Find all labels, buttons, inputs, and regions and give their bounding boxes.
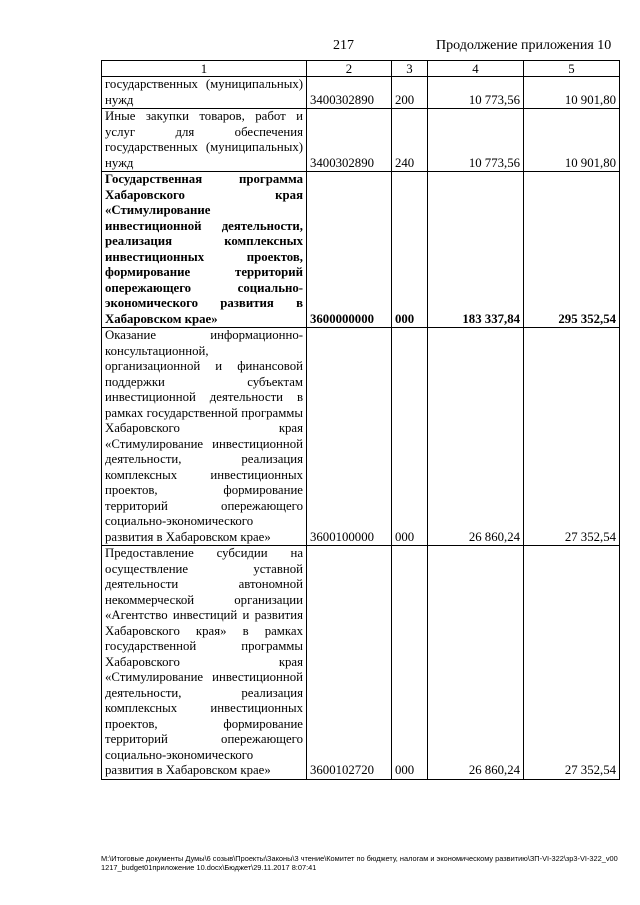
column-header: 5 [524, 61, 620, 77]
row-target-code: 3600100000 [307, 328, 392, 546]
column-header: 3 [392, 61, 428, 77]
row-amount-1: 26 860,24 [428, 328, 524, 546]
row-amount-2: 10 901,80 [524, 109, 620, 172]
page-number: 217 [333, 38, 354, 53]
footer-file-path: M:\Итоговые документы Думы\6 созыв\Проекты\Законы\3 чтение\Комитет по бюджету, налогам и экономическому развитию\ЗП-VI-322\зр3-VI-322_v001217_budget01приложение 10.docx\Бюджет\29.11.2017 8:07:41 [101, 854, 618, 872]
table-row-program [102, 172, 620, 328]
row-amount-1: 10 773,56 [428, 77, 524, 109]
table-row [102, 328, 620, 546]
row-description: Государственная программа Хабаровского края «Стимулирование инвестиционной деятельности, реализация комплексных инвестиционных проектов, формирование территорий опережающего социально-экономического развития в Хабаровском крае» [102, 172, 307, 328]
row-target-code: 3400302890 [307, 77, 392, 109]
row-amount-2: 10 901,80 [524, 77, 620, 109]
continuation-label: Продолжение приложения 10 [436, 38, 612, 53]
row-expense-type: 200 [392, 77, 428, 109]
row-expense-type: 000 [392, 546, 428, 780]
row-amount-1: 10 773,56 [428, 109, 524, 172]
row-description: Оказание информационно-консультационной, организационной и финансовой поддержки субъектам инвестиционной деятельности в рамках государственной программы Хабаровского края «Стимулирование инвестиционной деятельности, реализация комплексных инвестиционных проектов, формирование территорий опережающего социально-экономического развития в Хабаровском крае» [102, 328, 307, 546]
row-amount-2: 27 352,54 [524, 328, 620, 546]
column-header: 2 [307, 61, 392, 77]
row-expense-type: 000 [392, 172, 428, 328]
table-row [102, 77, 620, 109]
row-target-code: 3600000000 [307, 172, 392, 328]
column-numbers-row [102, 61, 620, 77]
table-row [102, 109, 620, 172]
row-target-code: 3600102720 [307, 546, 392, 780]
row-amount-2: 295 352,54 [524, 172, 620, 328]
row-amount-1: 26 860,24 [428, 546, 524, 780]
row-description: Иные закупки товаров, работ и услуг для обеспечения государственных (муниципальных) нужд [102, 109, 307, 172]
column-header: 1 [102, 61, 307, 77]
column-header: 4 [428, 61, 524, 77]
row-expense-type: 000 [392, 328, 428, 546]
row-expense-type: 240 [392, 109, 428, 172]
row-description: государственных (муниципальных) нужд [102, 77, 307, 109]
row-amount-2: 27 352,54 [524, 546, 620, 780]
row-amount-1: 183 337,84 [428, 172, 524, 328]
budget-table [101, 60, 620, 780]
table-row [102, 546, 620, 780]
row-description: Предоставление субсидии на осуществление уставной деятельности автономной некоммерческой организации «Агентство инвестиций и развития Хабаровского края» в рамках государственной программы Хабаровского края «Стимулирование инвестиционной деятельности, реализация комплексных инвестиционных проектов, формирование территорий опережающего социально-экономического развития в Хабаровском крае» [102, 546, 307, 780]
row-target-code: 3400302890 [307, 109, 392, 172]
